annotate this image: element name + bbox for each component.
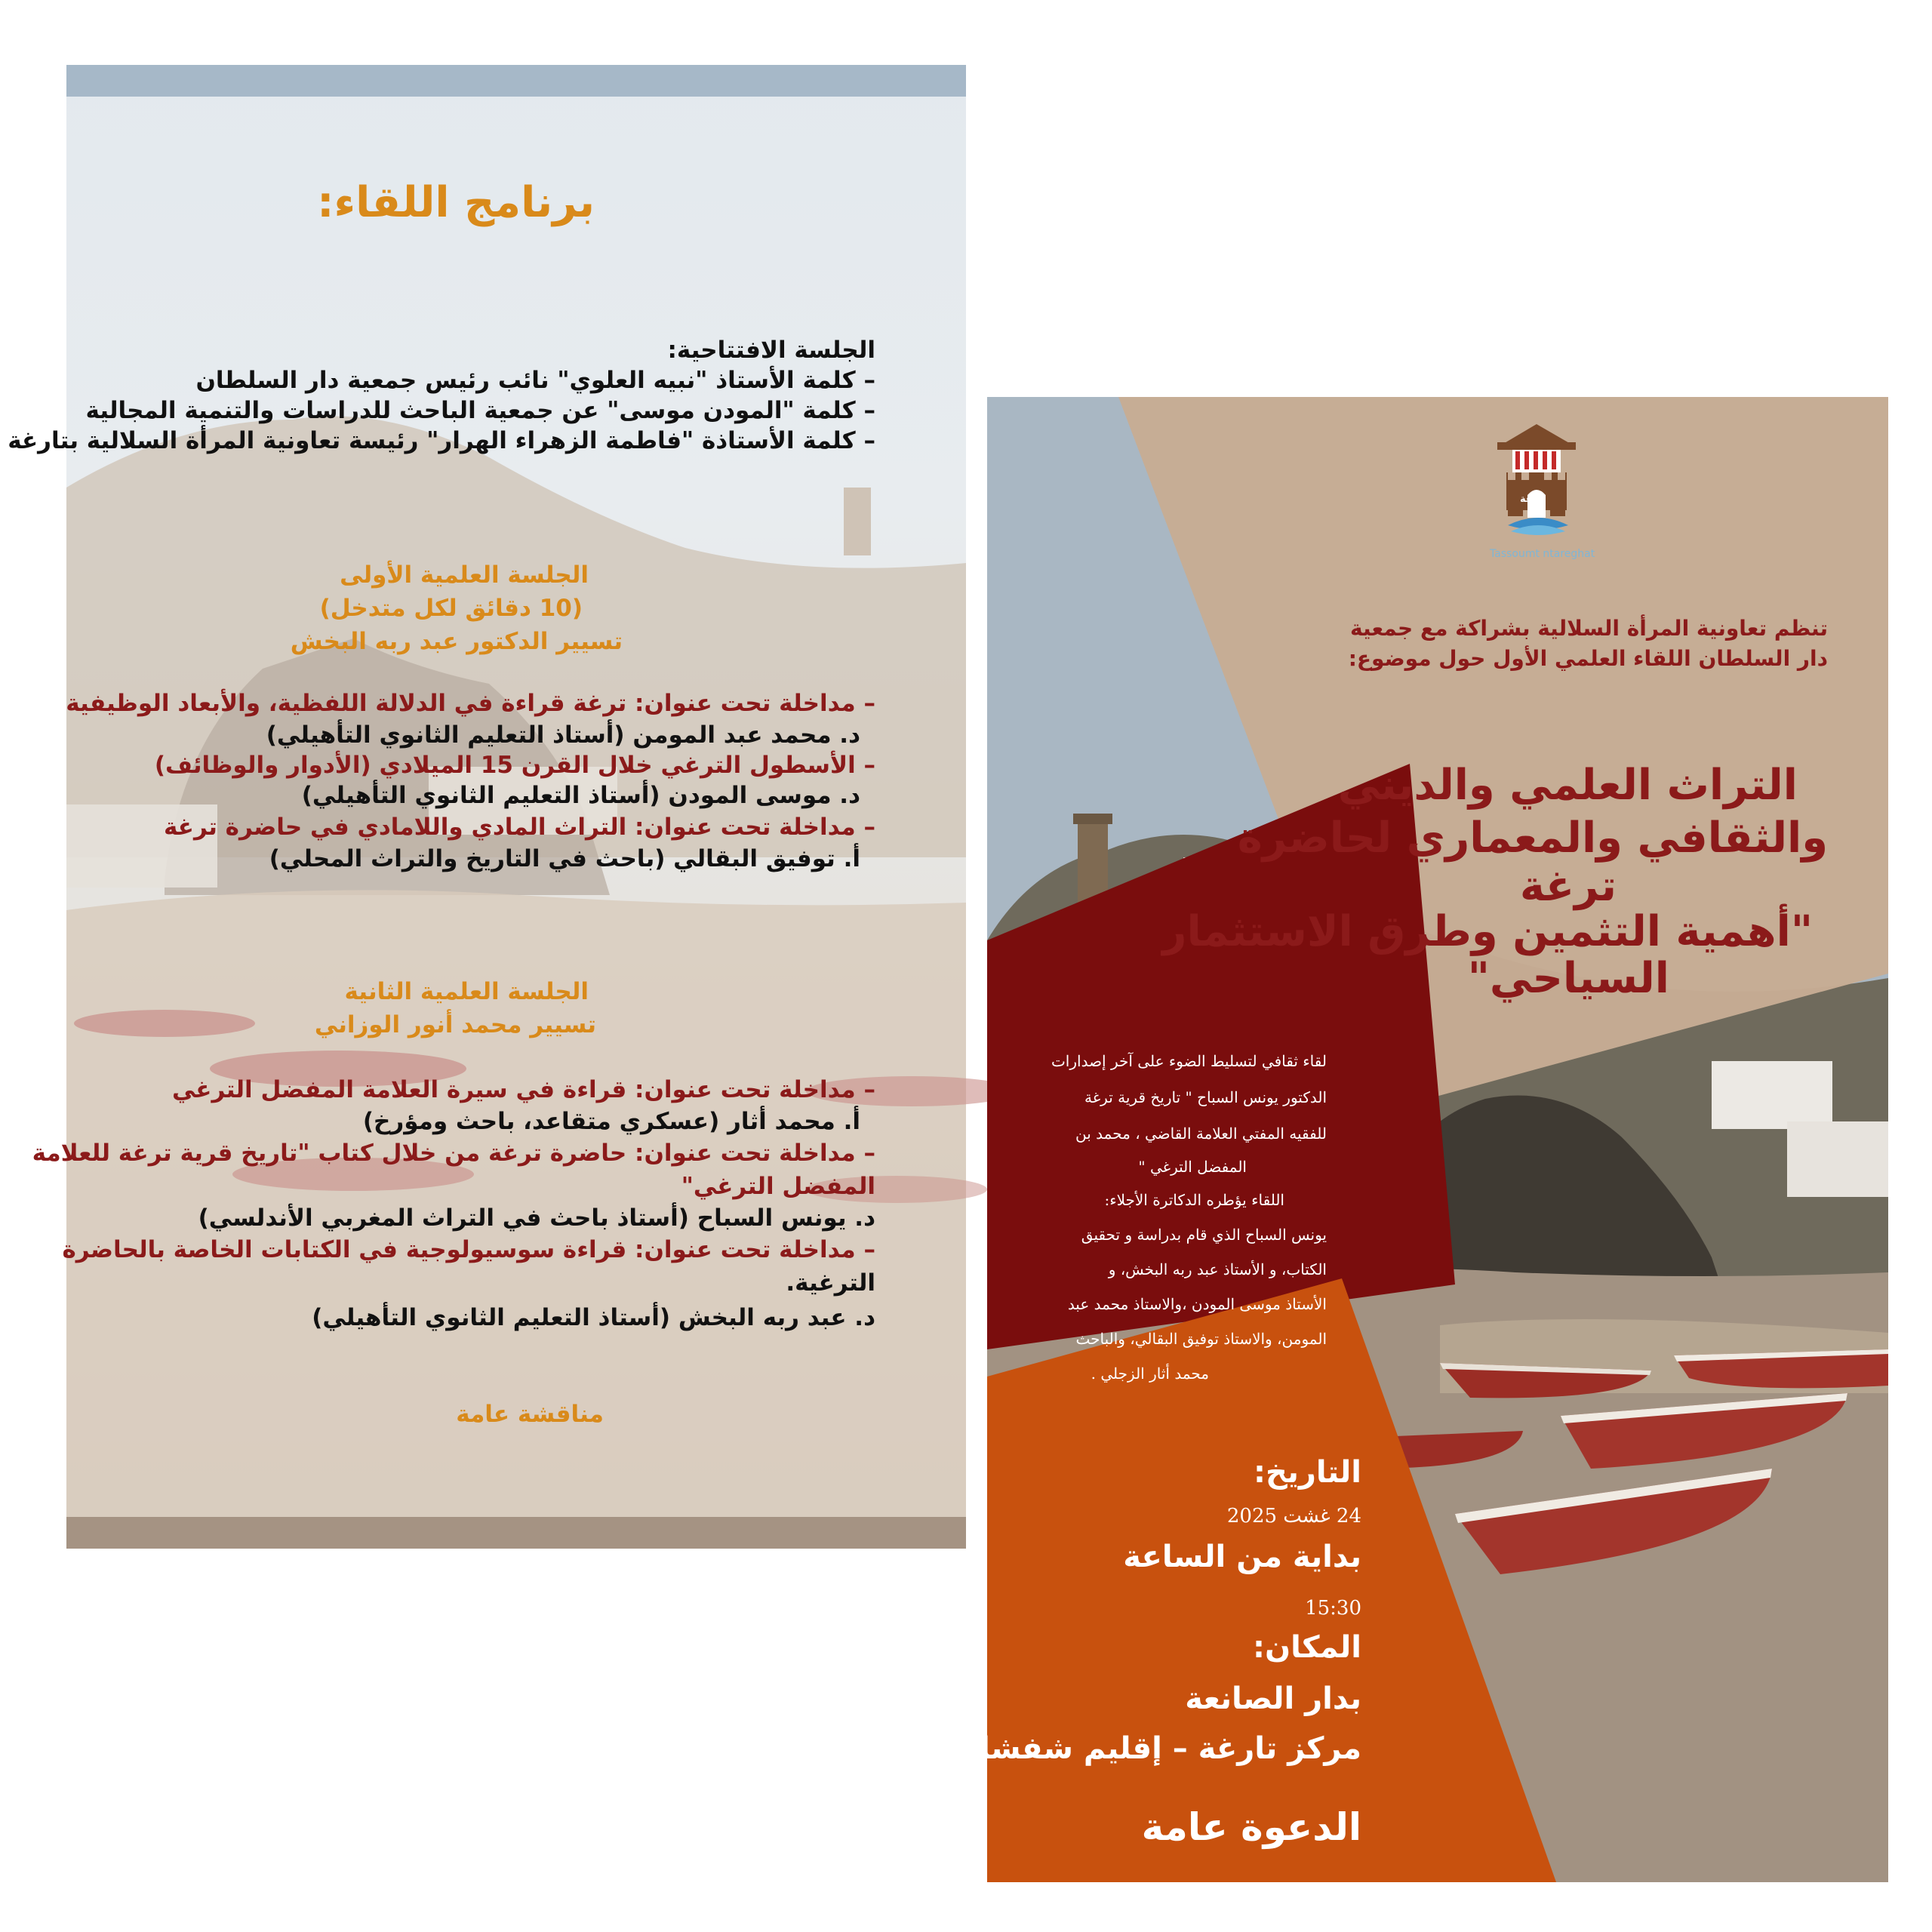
description-line: لقاء ثقافي لتسليط الضوء على آخر إصدارات: [1051, 1052, 1327, 1070]
description-line: الدكتور يونس السباح " تاريخ قرية ترغة: [1084, 1088, 1327, 1106]
logo-label: ترغة: [1520, 494, 1543, 505]
description-line: الأستاذ موسى المودن ،والاستاذ محمد عبد: [1067, 1295, 1327, 1313]
session1-note: (10 دقائق لكل متدخل): [319, 595, 583, 622]
date-label: التاريخ:: [1254, 1455, 1361, 1490]
description-line: للفقيه المفتي العلامة القاضي ، محمد بن: [1075, 1124, 1327, 1143]
session2-line: – مداخلة تحت عنوان: قراءة في سيرة العلامة المفضل الترغي: [171, 1076, 875, 1103]
description-line: المفضل الترغي ": [1138, 1158, 1247, 1176]
event-title-line: التراث العلمي والديني: [1337, 761, 1798, 810]
session2-chair: تسيير محمد أنور الوزاني: [314, 1011, 596, 1038]
time-value: 15:30: [1305, 1597, 1361, 1620]
session1-line: – مداخلة تحت عنوان: ترغة قراءة في الدلالة اللفظية، والأبعاد الوظيفية: [66, 690, 875, 717]
description-line: محمد أثار الزجلي .: [1091, 1364, 1209, 1383]
event-title-line: ترغة: [1519, 862, 1617, 911]
session2-line: أ. محمد أثار (عسكري متقاعد، باحث ومؤرخ): [362, 1108, 860, 1135]
time-label: بداية من الساعة: [1123, 1540, 1361, 1574]
session2-line: د. عبد ربه البخش (أستاذ التعليم الثانوي التأهيلي): [312, 1304, 875, 1331]
session2-line: المفضل الترغي": [681, 1173, 875, 1200]
event-title-line: "أهمية التثمين وطرق الاستثمار: [1162, 907, 1813, 956]
closing-discussion: مناقشة عامة: [456, 1401, 604, 1428]
event-title-line: والثقافي والمعماري لحاضرة: [1237, 814, 1828, 863]
session1-chair: تسيير الدكتور عبد ربه البخش: [290, 628, 623, 655]
session1-line: أ. توفيق البقالي (باحث في التاريخ والتراث المحلي): [269, 845, 860, 872]
session1-line: د. موسى المودن (أستاذ التعليم الثانوي التأهيلي): [301, 782, 860, 809]
place-line: مركز تارغة – إقليم شفشاون: [935, 1731, 1361, 1766]
logo-caption: Tassoumt ntareghat: [1490, 548, 1595, 560]
place-label: المكان:: [1253, 1630, 1361, 1665]
session2-line: – مداخلة تحت عنوان: قراءة سوسيولوجية في الكتابات الخاصة بالحاضرة: [62, 1236, 875, 1263]
description-line: يونس السباح الذي قام بدراسة و تحقيق: [1081, 1226, 1327, 1244]
session2-heading: الجلسة العلمية الثانية: [344, 978, 589, 1005]
invitation-text: الدعوة عامة: [1141, 1805, 1361, 1849]
description-line: المومن، والاستاذ توفيق البقالي، والباحث: [1075, 1330, 1327, 1348]
session2-line: الترغية.: [786, 1269, 875, 1297]
description-line: الكتاب، و الأستاذ عبد ربه البخش، و: [1108, 1260, 1327, 1278]
program-panel: [8, 65, 966, 1549]
session2-line: د. يونس السباح (أستاذ باحث في التراث المغربي الأندلسي): [198, 1204, 875, 1232]
organizer-line: دار السلطان اللقاء العلمي الأول حول موضوع:: [1348, 646, 1828, 671]
description-line: اللقاء يؤطره الدكاترة الأجلاء:: [1104, 1191, 1284, 1209]
opening-item: – كلمة الأستاذة "فاطمة الزهراء الهرار" رئيسة تعاونية المرأة السلالية بتارغة: [8, 427, 875, 454]
organizer-line: تنظم تعاونية المرأة السلالية بشراكة مع جمعية: [1350, 616, 1828, 641]
place-line: بدار الصانعة: [1185, 1681, 1361, 1716]
session1-heading: الجلسة العلمية الأولى: [340, 561, 589, 589]
opening-item: – كلمة "المودن موسى" عن جمعية الباحث للدراسات والتنمية المجالية: [85, 397, 875, 424]
session1-line: – مداخلة تحت عنوان: التراث المادي واللامادي في حاضرة ترغة: [163, 814, 875, 841]
session1-line: د. محمد عبد المومن (أستاذ التعليم الثانوي التأهيلي): [266, 721, 860, 749]
session2-line: – مداخلة تحت عنوان: حاضرة ترغة من خلال كتاب "تاريخ قرية ترغة للعلامة: [32, 1140, 875, 1167]
program-title: برنامج اللقاء:: [317, 178, 595, 227]
opening-heading: الجلسة الافتتاحية:: [667, 337, 875, 364]
date-value: 24 غشت 2025: [1226, 1505, 1361, 1527]
session1-line: – الأسطول الترغي خلال القرن 15 الميلادي (الأدوار والوظائف): [154, 752, 875, 779]
event-title-line: السياحي": [1467, 954, 1669, 1003]
poster-panel: [935, 397, 1888, 1882]
opening-item: – كلمة الأستاذ "نبيه العلوي" نائب رئيس جمعية دار السلطان: [195, 367, 875, 394]
